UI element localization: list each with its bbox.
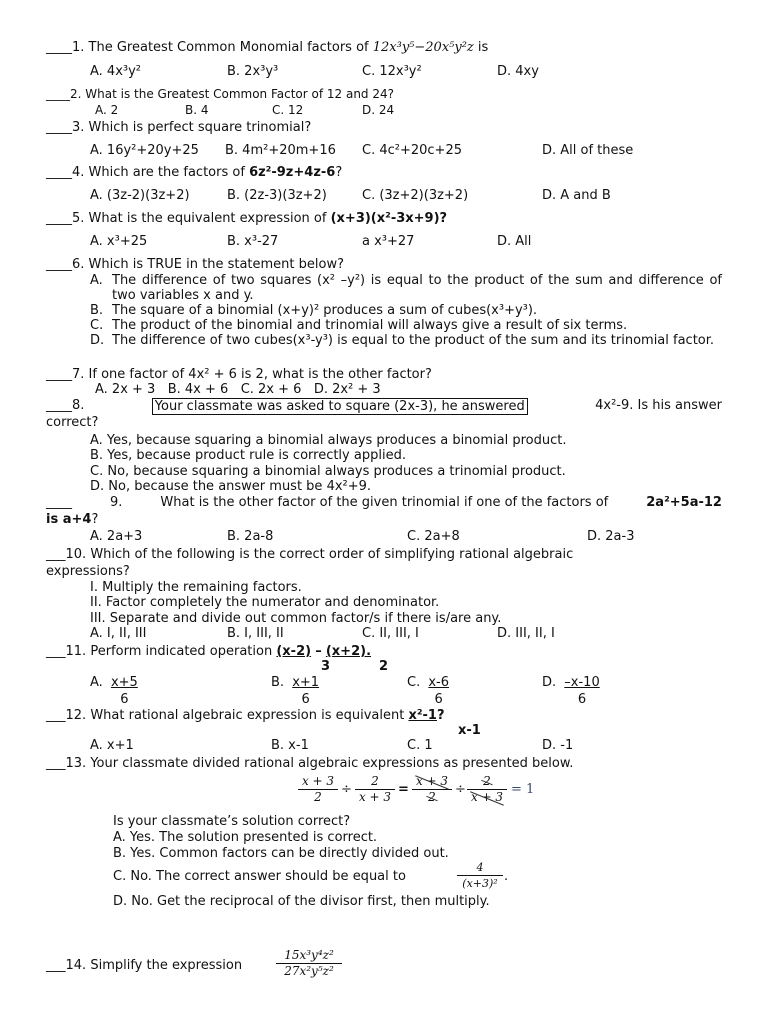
option-c[interactable]: C. 4c²+20c+25 [362,143,462,158]
question-text-continued: expressions? [46,564,130,579]
option-c[interactable]: C. 1 [407,738,433,753]
option-a[interactable]: A. 4x³y² [90,64,142,79]
divide-sign: ÷ [455,782,466,797]
option-a[interactable]: A. (3z-2)(3z+2) [90,188,190,203]
option-c[interactable]: C. (3z+2)(3z+2) [362,188,469,203]
answer-blank[interactable]: ____ [46,211,72,226]
option-c[interactable]: C. 12 [272,103,304,117]
denominator-1: 3 [321,659,331,674]
question-text: What is the equivalent expression of [88,211,327,226]
option-b[interactable]: B. x-1 [271,738,309,753]
option-b[interactable]: B. (2z-3)(3z+2) [227,188,327,203]
question-text: The Greatest Common Monomial factors of [88,40,369,55]
question-3: ____3. Which is perfect square trinomial? [46,120,312,135]
answer-blank[interactable]: ___ [46,756,66,771]
question-text-continued: is a+4? [46,512,99,527]
option-a[interactable]: A. 16y²+20y+25 [90,143,199,158]
step-2: II. Factor completely the numerator and denominator. [90,595,440,610]
expression-fraction: $\frac{\text{15x³y⁴z²}}{\text{27x²y⁵z²}}$ [276,948,342,979]
math-expression: (x+3)(x²-3x+9)? [330,211,448,226]
option-d[interactable]: D. 2a-3 [587,529,635,544]
question-text: Simplify the expression [90,958,243,973]
option-d[interactable]: D. No, because the answer must be 4x²+9. [90,479,372,494]
option-c[interactable]: C. The product of the binomial and trinomial will always give a result of six terms. [90,318,628,333]
question-1: ____1. The Greatest Common Monomial factors of 12x³y⁵−20x⁵y²z is [46,40,489,55]
question-text: Your classmate divided rational algebraic expressions as presented below. [90,756,574,771]
option-d[interactable]: D. All of these [542,143,634,158]
step-3: III. Separate and divide out common factor/s if there is/are any. [90,611,502,626]
numerator-2: (x+2). [325,644,372,659]
option-list[interactable]: A. 2x + 3 B. 4x + 6 C. 2x + 6 D. 2x² + 3 [95,382,381,397]
fraction-answer-c: $\frac{4}{\text{(x+3)²}}$ [457,860,503,891]
question-prompt: Is your classmate’s solution correct? [113,814,351,829]
option-c[interactable]: a x³+27 [362,234,415,249]
option-b[interactable]: B. I, III, II [227,626,284,641]
step-1: I. Multiply the remaining factors. [90,580,302,595]
question-12: ___12. What rational algebraic expression is equivalent x²-1? [46,708,445,723]
option-d[interactable]: D. -1 [542,738,574,753]
option-a[interactable]: A. x+1 [90,738,134,753]
boxed-text: Your classmate was asked to square (2x-3), he answered [152,398,528,415]
option-b[interactable]: B. 4m²+20m+16 [225,143,336,158]
option-a[interactable]: A. 2a+3 [90,529,143,544]
question-2: ____2. What is the Greatest Common Factor of 12 and 24? [46,87,394,101]
option-a[interactable]: A. Yes, because squaring a binomial always produces a binomial product. [90,433,567,448]
option-d[interactable]: D. All [497,234,532,249]
fraction-2: $\frac{2}{x + 3}$ [355,774,395,805]
option-c[interactable]: C. $\frac{x-6}{6}$ [407,675,450,707]
question-13: ___13. Your classmate divided rational algebraic expressions as presented below. [46,756,574,771]
answer-blank[interactable]: ___ [46,547,66,562]
answer-blank[interactable]: ___ [46,958,66,973]
fraction-1: $\frac{x + 3}{2}$ [298,774,338,805]
option-d[interactable]: D. No. Get the reciprocal of the divisor first, then multiply. [113,894,490,909]
option-c[interactable]: C. No. The correct answer should be equal to [113,869,406,884]
question-14: ___14. Simplify the expression [46,958,243,973]
answer-blank[interactable]: ____ [46,495,72,510]
answer-blank[interactable]: ___ [46,708,66,723]
option-b[interactable]: B. Yes, because product rule is correctly applied. [90,448,406,463]
question-9: ____ 9. What is the other factor of the given trinomial if one of the factors of 2a²+5a-12 [46,495,722,510]
question-text: Which is perfect square trinomial? [88,120,312,135]
answer-blank[interactable]: ____ [46,367,72,382]
option-a[interactable]: A. x³+25 [90,234,148,249]
question-6: ____6. Which is TRUE in the statement below? [46,257,344,272]
math-expression: 2a²+5a-12 [646,495,722,510]
result: = 1 [511,782,535,797]
fraction-4-cancelled: $\frac{2}{x + 3}$ [467,774,507,805]
option-a[interactable]: A. I, II, III [90,626,147,641]
answer-blank[interactable]: ___ [46,644,66,659]
option-a[interactable]: A. The difference of two squares (x² –y²) is equal to the product of the sum and difference of two variables x and y. [90,273,722,303]
question-8: ____8. Your classmate was asked to square (2x-3), he answered 4x²-9. Is his answer [46,398,722,414]
answer-blank[interactable]: ____ [46,165,72,180]
option-b[interactable]: B. 2a-8 [227,529,274,544]
question-11: ___11. Perform indicated operation (x-2) – (x+2). [46,644,372,659]
question-text: What is the Greatest Common Factor of 12 and 24? [85,87,394,101]
question-text: What is the other factor of the given trinomial if one of the factors of [160,495,609,510]
numerator-1: (x-2) [276,644,312,659]
option-d[interactable]: D. The difference of two cubes(x³-y³) is equal to the product of the sum and its trinomial factor. [90,333,715,348]
question-text: Which is TRUE in the statement below? [88,257,344,272]
math-expression: 12x³y⁵−20x⁵y²z [372,40,474,55]
option-d[interactable]: D. III, II, I [497,626,555,641]
option-b[interactable]: B. 4 [185,103,209,117]
option-d[interactable]: D. 4xy [497,64,539,79]
option-b[interactable]: B. Yes. Common factors can be directly divided out. [113,846,449,861]
answer-blank[interactable]: ____ [46,120,72,135]
denominator-2: 2 [379,659,389,674]
answer-blank[interactable]: ____ [46,87,70,101]
numerator: x²-1 [408,708,437,723]
option-d[interactable]: D. 24 [362,103,395,117]
option-d[interactable]: D. A and B [542,188,611,203]
question-text: Which are the factors of [88,165,245,180]
question-text: Which of the following is the correct order of simplifying rational algebraic [90,547,574,562]
option-c[interactable]: C. 12x³y² [362,64,422,79]
option-c[interactable]: C. II, III, I [362,626,419,641]
question-5: ____5. What is the equivalent expression of (x+3)(x²-3x+9)? [46,211,448,226]
option-c[interactable]: C. No, because squaring a binomial always produces a trinomial product. [90,464,566,479]
question-10: ___10. Which of the following is the correct order of simplifying rational algebraic [46,547,574,562]
option-a[interactable]: A. 2 [95,103,119,117]
option-b[interactable]: B. $\frac{x+1}{6}$ [271,675,320,707]
question-text: 4x²-9. Is his answer [595,398,722,413]
option-b[interactable]: B. 2x³y³ [227,64,279,79]
answer-blank[interactable]: ____ [46,257,72,272]
option-b[interactable]: B. x³-27 [227,234,279,249]
option-a[interactable]: A. Yes. The solution presented is correct. [113,830,378,845]
question-7: ____7. If one factor of 4x² + 6 is 2, what is the other factor? [46,367,432,382]
answer-blank[interactable]: ____ [46,40,72,55]
equals-sign: = [398,782,409,797]
math-expression: 6z²-9z+4z-6 [249,165,336,180]
fraction-3-cancelled: $\frac{x + 3}{2}$ [412,774,452,805]
option-a[interactable]: A. $\frac{x+5}{6}$ [90,675,138,707]
option-d[interactable]: D. $\frac{-x-10}{6}$ [542,675,600,707]
question-text: Perform indicated operation [90,644,273,659]
question-text: If one factor of 4x² + 6 is 2, what is the other factor? [88,367,432,382]
denominator: x-1 [458,723,481,738]
option-list [90,273,722,348]
answer-blank[interactable]: ____ [46,398,72,413]
divide-sign: ÷ [341,782,352,797]
question-text-continued: correct? [46,415,99,430]
option-c[interactable]: C. 2a+8 [407,529,460,544]
option-b[interactable]: B. The square of a binomial (x+y)² produces a sum of cubes(x³+y³). [90,303,538,318]
question-4: ____4. Which are the factors of 6z²-9z+4z-6? [46,165,343,180]
question-text: What rational algebraic expression is equivalent [90,708,405,723]
